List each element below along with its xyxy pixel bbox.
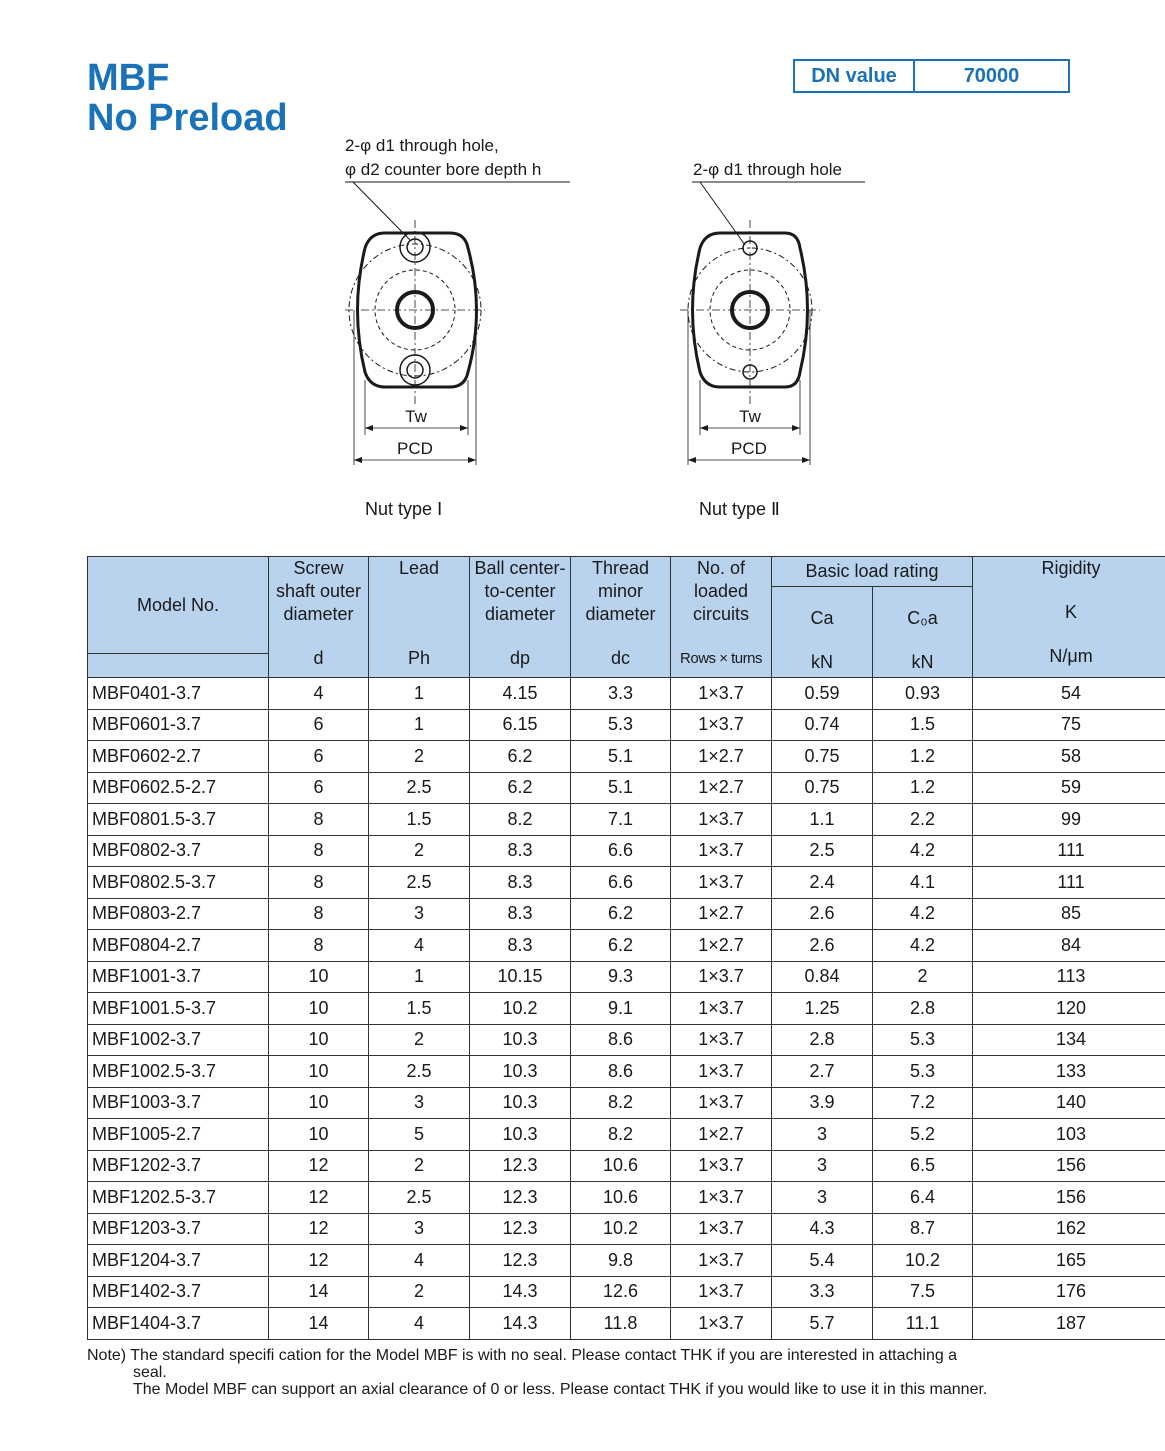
cell-model: MBF1404-3.7 xyxy=(88,1308,269,1340)
col-screw-header xyxy=(269,557,369,678)
cell-rigidity: 99 xyxy=(973,804,1165,836)
table-row xyxy=(88,867,1165,899)
cell-model: MBF0602-2.7 xyxy=(88,741,269,773)
ball-h1: Ball center- xyxy=(474,558,566,578)
cell-circuits: 1×3.7 xyxy=(671,1056,772,1088)
cell-lead: 2.5 xyxy=(369,1182,470,1214)
cell-model: MBF1001.5-3.7 xyxy=(88,993,269,1025)
table-row xyxy=(88,772,1165,804)
cell-model: MBF1002.5-3.7 xyxy=(88,1056,269,1088)
page-title xyxy=(87,58,288,138)
table-row xyxy=(88,1150,1165,1182)
notes xyxy=(87,1347,1087,1398)
cell-c0a: 4.1 xyxy=(873,867,973,899)
cell-model: MBF0601-3.7 xyxy=(88,709,269,741)
cell-lead: 2.5 xyxy=(369,1056,470,1088)
table-row xyxy=(88,993,1165,1025)
cell-c0a: 4.2 xyxy=(873,898,973,930)
cell-screw-d: 14 xyxy=(269,1308,369,1340)
cell-lead: 2 xyxy=(369,835,470,867)
cell-ball-dp: 6.2 xyxy=(470,741,571,773)
table-row xyxy=(88,898,1165,930)
cell-rigidity: 111 xyxy=(973,867,1165,899)
cell-rigidity: 140 xyxy=(973,1087,1165,1119)
cell-c0a: 5.3 xyxy=(873,1024,973,1056)
cell-lead: 2 xyxy=(369,1276,470,1308)
col-c0a-header xyxy=(873,587,973,678)
cell-thread-dc: 6.2 xyxy=(571,930,671,962)
cell-rigidity: 103 xyxy=(973,1119,1165,1151)
cell-c0a: 11.1 xyxy=(873,1308,973,1340)
cell-screw-d: 8 xyxy=(269,867,369,899)
c0a-label: C₀a xyxy=(907,608,938,628)
cell-ca: 3 xyxy=(772,1119,873,1151)
cell-circuits: 1×2.7 xyxy=(671,741,772,773)
cell-lead: 2.5 xyxy=(369,772,470,804)
cell-circuits: 1×2.7 xyxy=(671,898,772,930)
cell-ball-dp: 8.2 xyxy=(470,804,571,836)
cell-c0a: 5.3 xyxy=(873,1056,973,1088)
col-ca-header xyxy=(772,587,873,678)
cell-thread-dc: 10.6 xyxy=(571,1150,671,1182)
dn-value: 70000 xyxy=(963,64,1020,87)
cell-lead: 2 xyxy=(369,1150,470,1182)
cell-rigidity: 176 xyxy=(973,1276,1165,1308)
cell-circuits: 1×2.7 xyxy=(671,1119,772,1151)
cell-thread-dc: 6.2 xyxy=(571,898,671,930)
cell-thread-dc: 5.1 xyxy=(571,772,671,804)
cell-c0a: 10.2 xyxy=(873,1245,973,1277)
col-basic-load-header xyxy=(772,557,973,587)
spec-table-body xyxy=(88,678,1165,1340)
col-rigidity-header xyxy=(973,557,1165,678)
cell-screw-d: 4 xyxy=(269,678,369,710)
cell-c0a: 7.2 xyxy=(873,1087,973,1119)
table-row xyxy=(88,1308,1165,1340)
table-row xyxy=(88,804,1165,836)
nut2-caption: Nut type Ⅱ xyxy=(699,499,780,519)
cell-lead: 2 xyxy=(369,741,470,773)
cell-circuits: 1×3.7 xyxy=(671,867,772,899)
dn-value-box xyxy=(793,59,1070,93)
cell-screw-d: 10 xyxy=(269,1024,369,1056)
table-row xyxy=(88,1119,1165,1151)
cell-circuits: 1×3.7 xyxy=(671,961,772,993)
model-header-label: Model No. xyxy=(136,594,220,615)
nut-drawings xyxy=(320,130,920,530)
cell-model: MBF0801.5-3.7 xyxy=(88,804,269,836)
nut2-tw-label: Tw xyxy=(739,407,761,426)
nut2-callout: 2-φ d1 through hole xyxy=(693,160,843,179)
cell-ca: 0.59 xyxy=(772,678,873,710)
cell-lead: 1.5 xyxy=(369,993,470,1025)
cell-circuits: 1×3.7 xyxy=(671,709,772,741)
cell-ca: 2.6 xyxy=(772,930,873,962)
cell-rigidity: 84 xyxy=(973,930,1165,962)
cell-thread-dc: 10.6 xyxy=(571,1182,671,1214)
cell-lead: 1.5 xyxy=(369,804,470,836)
circ-sym: Rows × turns xyxy=(680,650,762,667)
cell-thread-dc: 10.2 xyxy=(571,1213,671,1245)
cell-screw-d: 8 xyxy=(269,804,369,836)
cell-c0a: 6.4 xyxy=(873,1182,973,1214)
cell-lead: 4 xyxy=(369,1308,470,1340)
col-circuits-header xyxy=(671,557,772,678)
cell-rigidity: 120 xyxy=(973,993,1165,1025)
cell-model: MBF0804-2.7 xyxy=(88,930,269,962)
cell-thread-dc: 6.6 xyxy=(571,867,671,899)
cell-c0a: 8.7 xyxy=(873,1213,973,1245)
thread-sym: dc xyxy=(610,648,630,668)
cell-rigidity: 58 xyxy=(973,741,1165,773)
cell-screw-d: 10 xyxy=(269,993,369,1025)
title-subtitle: No Preload xyxy=(87,97,288,139)
table-row xyxy=(88,1056,1165,1088)
thread-h3: diameter xyxy=(585,604,656,624)
cell-thread-dc: 7.1 xyxy=(571,804,671,836)
cell-c0a: 2 xyxy=(873,961,973,993)
cell-rigidity: 134 xyxy=(973,1024,1165,1056)
cell-circuits: 1×3.7 xyxy=(671,835,772,867)
cell-ca: 3.9 xyxy=(772,1087,873,1119)
cell-screw-d: 12 xyxy=(269,1182,369,1214)
cell-thread-dc: 8.2 xyxy=(571,1087,671,1119)
cell-model: MBF0802.5-3.7 xyxy=(88,867,269,899)
cell-thread-dc: 8.2 xyxy=(571,1119,671,1151)
circ-h2: loaded xyxy=(693,581,749,601)
cell-model: MBF1202.5-3.7 xyxy=(88,1182,269,1214)
note-line-2: seal. xyxy=(133,1364,167,1381)
col-lead-header xyxy=(369,557,470,678)
cell-screw-d: 6 xyxy=(269,772,369,804)
cell-ball-dp: 8.3 xyxy=(470,898,571,930)
cell-ca: 2.5 xyxy=(772,835,873,867)
cell-c0a: 4.2 xyxy=(873,835,973,867)
cell-screw-d: 12 xyxy=(269,1150,369,1182)
cell-rigidity: 85 xyxy=(973,898,1165,930)
cell-c0a: 1.2 xyxy=(873,772,973,804)
cell-ball-dp: 14.3 xyxy=(470,1308,571,1340)
table-row xyxy=(88,709,1165,741)
cell-model: MBF1002-3.7 xyxy=(88,1024,269,1056)
cell-model: MBF1001-3.7 xyxy=(88,961,269,993)
nut1-callout-line2: φ d2 counter bore depth h xyxy=(345,160,542,179)
cell-model: MBF1204-3.7 xyxy=(88,1245,269,1277)
ca-unit: kN xyxy=(811,652,833,672)
col-model-header xyxy=(88,557,269,654)
cell-c0a: 0.93 xyxy=(873,678,973,710)
table-row xyxy=(88,741,1165,773)
table-row xyxy=(88,1276,1165,1308)
cell-circuits: 1×3.7 xyxy=(671,1150,772,1182)
cell-model: MBF1402-3.7 xyxy=(88,1276,269,1308)
cell-lead: 2.5 xyxy=(369,867,470,899)
cell-model: MBF0602.5-2.7 xyxy=(88,772,269,804)
screw-h3: diameter xyxy=(283,604,354,624)
cell-thread-dc: 3.3 xyxy=(571,678,671,710)
cell-ball-dp: 8.3 xyxy=(470,867,571,899)
cell-c0a: 5.2 xyxy=(873,1119,973,1151)
cell-c0a: 6.5 xyxy=(873,1150,973,1182)
cell-rigidity: 187 xyxy=(973,1308,1165,1340)
cell-rigidity: 156 xyxy=(973,1150,1165,1182)
cell-ball-dp: 10.15 xyxy=(470,961,571,993)
cell-thread-dc: 5.1 xyxy=(571,741,671,773)
cell-screw-d: 10 xyxy=(269,961,369,993)
cell-thread-dc: 9.1 xyxy=(571,993,671,1025)
cell-model: MBF1003-3.7 xyxy=(88,1087,269,1119)
table-row xyxy=(88,1087,1165,1119)
cell-rigidity: 54 xyxy=(973,678,1165,710)
cell-ball-dp: 6.15 xyxy=(470,709,571,741)
thread-h2: minor xyxy=(597,581,643,601)
cell-lead: 5 xyxy=(369,1119,470,1151)
rigidity-h1: Rigidity xyxy=(1041,558,1101,578)
table-row xyxy=(88,930,1165,962)
cell-thread-dc: 8.6 xyxy=(571,1024,671,1056)
rigidity-unit: N/μm xyxy=(1049,646,1093,666)
cell-thread-dc: 6.6 xyxy=(571,835,671,867)
cell-ca: 3 xyxy=(772,1150,873,1182)
cell-circuits: 1×3.7 xyxy=(671,1308,772,1340)
circ-h3: circuits xyxy=(692,604,749,624)
lead-h1: Lead xyxy=(398,558,440,578)
cell-ca: 1.1 xyxy=(772,804,873,836)
cell-c0a: 1.2 xyxy=(873,741,973,773)
cell-lead: 1 xyxy=(369,678,470,710)
nut1-caption: Nut type Ⅰ xyxy=(365,499,443,519)
cell-lead: 2 xyxy=(369,1024,470,1056)
cell-circuits: 1×3.7 xyxy=(671,993,772,1025)
cell-ball-dp: 8.3 xyxy=(470,835,571,867)
cell-ca: 5.4 xyxy=(772,1245,873,1277)
cell-thread-dc: 12.6 xyxy=(571,1276,671,1308)
cell-screw-d: 8 xyxy=(269,898,369,930)
cell-screw-d: 10 xyxy=(269,1119,369,1151)
cell-ball-dp: 12.3 xyxy=(470,1150,571,1182)
ca-label: Ca xyxy=(810,608,834,628)
thread-h1: Thread xyxy=(591,558,650,578)
cell-ca: 0.74 xyxy=(772,709,873,741)
cell-lead: 1 xyxy=(369,961,470,993)
col-model-header-spacer xyxy=(88,654,269,678)
cell-lead: 3 xyxy=(369,1213,470,1245)
cell-rigidity: 133 xyxy=(973,1056,1165,1088)
cell-ball-dp: 12.3 xyxy=(470,1182,571,1214)
cell-thread-dc: 9.8 xyxy=(571,1245,671,1277)
cell-ca: 0.75 xyxy=(772,772,873,804)
dn-label: DN value xyxy=(795,61,915,91)
table-row xyxy=(88,1024,1165,1056)
cell-lead: 1 xyxy=(369,709,470,741)
table-row xyxy=(88,1182,1165,1214)
col-ball-header xyxy=(470,557,571,678)
cell-ca: 0.84 xyxy=(772,961,873,993)
cell-c0a: 2.8 xyxy=(873,993,973,1025)
cell-ca: 0.75 xyxy=(772,741,873,773)
cell-rigidity: 111 xyxy=(973,835,1165,867)
cell-circuits: 1×3.7 xyxy=(671,1276,772,1308)
cell-rigidity: 59 xyxy=(973,772,1165,804)
cell-circuits: 1×3.7 xyxy=(671,1087,772,1119)
spec-table xyxy=(87,556,1165,1340)
lead-sym: Ph xyxy=(407,648,431,668)
nut1-callout-line1: 2-φ d1 through hole, xyxy=(345,136,499,155)
cell-screw-d: 12 xyxy=(269,1213,369,1245)
cell-model: MBF1203-3.7 xyxy=(88,1213,269,1245)
table-row xyxy=(88,1245,1165,1277)
cell-rigidity: 113 xyxy=(973,961,1165,993)
cell-ball-dp: 10.3 xyxy=(470,1119,571,1151)
cell-model: MBF0802-3.7 xyxy=(88,835,269,867)
screw-h2: shaft outer xyxy=(275,581,362,601)
nut2-pcd-label: PCD xyxy=(731,439,767,458)
table-row xyxy=(88,835,1165,867)
cell-ball-dp: 12.3 xyxy=(470,1245,571,1277)
cell-screw-d: 6 xyxy=(269,741,369,773)
cell-circuits: 1×2.7 xyxy=(671,930,772,962)
cell-lead: 4 xyxy=(369,930,470,962)
table-row xyxy=(88,961,1165,993)
cell-lead: 3 xyxy=(369,898,470,930)
cell-circuits: 1×3.7 xyxy=(671,678,772,710)
cell-circuits: 1×3.7 xyxy=(671,1245,772,1277)
cell-circuits: 1×3.7 xyxy=(671,1024,772,1056)
cell-rigidity: 75 xyxy=(973,709,1165,741)
cell-screw-d: 6 xyxy=(269,709,369,741)
ball-h3: diameter xyxy=(484,604,556,624)
cell-thread-dc: 11.8 xyxy=(571,1308,671,1340)
cell-c0a: 2.2 xyxy=(873,804,973,836)
c0a-unit: kN xyxy=(911,652,934,672)
cell-ca: 2.8 xyxy=(772,1024,873,1056)
cell-circuits: 1×3.7 xyxy=(671,1182,772,1214)
cell-model: MBF1202-3.7 xyxy=(88,1150,269,1182)
cell-ball-dp: 14.3 xyxy=(470,1276,571,1308)
cell-screw-d: 14 xyxy=(269,1276,369,1308)
cell-ca: 5.7 xyxy=(772,1308,873,1340)
cell-rigidity: 165 xyxy=(973,1245,1165,1277)
ball-h2: to-center xyxy=(484,581,556,601)
cell-ball-dp: 10.2 xyxy=(470,993,571,1025)
cell-ca: 3.3 xyxy=(772,1276,873,1308)
note-line-1: Note) The standard specifi cation for the Model MBF is with no seal. Please contact THK if you are interested in attaching a xyxy=(87,1347,958,1364)
cell-ball-dp: 4.15 xyxy=(470,678,571,710)
basic-load-label: Basic load rating xyxy=(805,561,939,581)
cell-circuits: 1×2.7 xyxy=(671,772,772,804)
cell-ca: 2.6 xyxy=(772,898,873,930)
cell-lead: 3 xyxy=(369,1087,470,1119)
cell-c0a: 1.5 xyxy=(873,709,973,741)
cell-c0a: 4.2 xyxy=(873,930,973,962)
cell-screw-d: 8 xyxy=(269,930,369,962)
cell-ball-dp: 10.3 xyxy=(470,1087,571,1119)
cell-ball-dp: 8.3 xyxy=(470,930,571,962)
col-thread-header xyxy=(571,557,671,678)
cell-model: MBF1005-2.7 xyxy=(88,1119,269,1151)
cell-ball-dp: 10.3 xyxy=(470,1024,571,1056)
nut1-tw-label: Tw xyxy=(405,407,427,426)
cell-model: MBF0401-3.7 xyxy=(88,678,269,710)
cell-circuits: 1×3.7 xyxy=(671,1213,772,1245)
cell-screw-d: 10 xyxy=(269,1087,369,1119)
cell-ca: 2.4 xyxy=(772,867,873,899)
cell-ball-dp: 6.2 xyxy=(470,772,571,804)
cell-ball-dp: 10.3 xyxy=(470,1056,571,1088)
cell-ca: 1.25 xyxy=(772,993,873,1025)
cell-screw-d: 8 xyxy=(269,835,369,867)
cell-rigidity: 156 xyxy=(973,1182,1165,1214)
table-row xyxy=(88,678,1165,710)
cell-circuits: 1×3.7 xyxy=(671,804,772,836)
cell-ca: 3 xyxy=(772,1182,873,1214)
cell-ball-dp: 12.3 xyxy=(470,1213,571,1245)
cell-screw-d: 10 xyxy=(269,1056,369,1088)
nut-type-2-drawing xyxy=(680,160,865,519)
cell-thread-dc: 8.6 xyxy=(571,1056,671,1088)
rigidity-sym: K xyxy=(1065,602,1078,622)
cell-lead: 4 xyxy=(369,1245,470,1277)
cell-thread-dc: 9.3 xyxy=(571,961,671,993)
nut-type-1-drawing xyxy=(345,136,570,519)
cell-model: MBF0803-2.7 xyxy=(88,898,269,930)
cell-ca: 4.3 xyxy=(772,1213,873,1245)
screw-sym: d xyxy=(313,648,324,668)
circ-h1: No. of xyxy=(696,558,746,578)
ball-sym: dp xyxy=(509,648,531,668)
cell-rigidity: 162 xyxy=(973,1213,1165,1245)
table-row xyxy=(88,1213,1165,1245)
cell-ca: 2.7 xyxy=(772,1056,873,1088)
cell-c0a: 7.5 xyxy=(873,1276,973,1308)
title-model: MBF xyxy=(87,57,170,99)
note-line-3: The Model MBF can support an axial clearance of 0 or less. Please contact THK if you would like to use it in this manner. xyxy=(133,1381,988,1398)
cell-thread-dc: 5.3 xyxy=(571,709,671,741)
cell-screw-d: 12 xyxy=(269,1245,369,1277)
screw-h1: Screw xyxy=(293,558,344,578)
nut1-pcd-label: PCD xyxy=(397,439,433,458)
